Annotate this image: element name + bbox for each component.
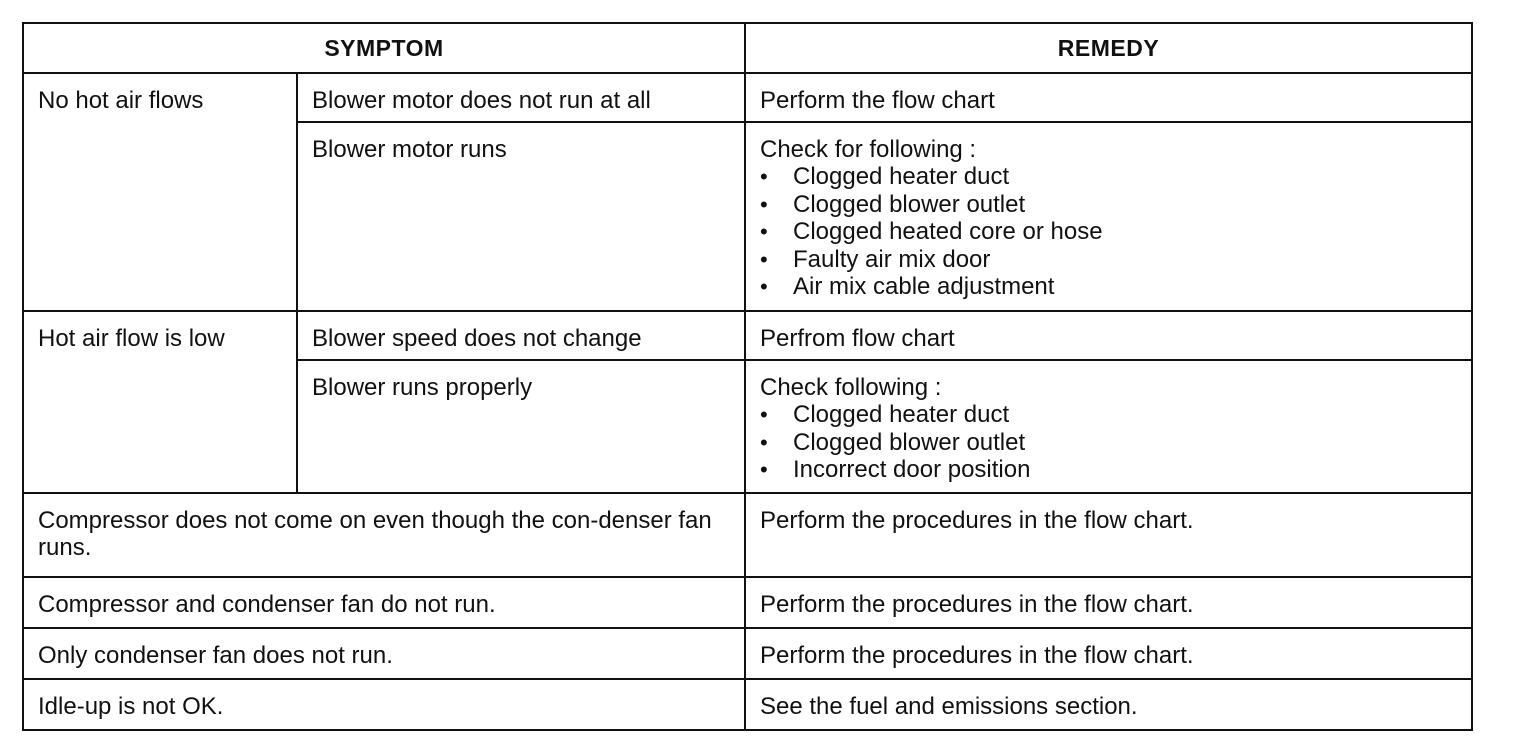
list-item: • Clogged heated core or hose <box>760 218 1103 245</box>
list-item: • Clogged blower outlet <box>760 428 1026 456</box>
list-item: • Clogged heater duct <box>760 401 1010 428</box>
remedy-cell: Perfrom flow chart <box>745 311 1472 360</box>
bullet-icon: • <box>760 164 768 189</box>
bullet-icon: • <box>760 429 768 455</box>
condition-cell: Blower runs properly <box>297 360 745 493</box>
remedy-checklist <box>760 163 1457 301</box>
remedy-cell: See the fuel and emissions section. <box>745 679 1472 730</box>
header-row <box>23 23 1472 73</box>
symptom-cell: No hot air flows <box>23 73 297 311</box>
symptom-cell: Idle-up is not OK. <box>23 679 745 730</box>
table-row <box>23 311 1472 360</box>
bullet-icon: • <box>760 246 768 272</box>
remedy-cell: Perform the procedures in the flow chart. <box>745 577 1472 628</box>
list-item: • Air mix cable adjustment <box>760 273 1055 300</box>
remedy-cell <box>745 360 1472 493</box>
remedy-header: REMEDY <box>745 23 1472 73</box>
condition-cell: Blower motor runs <box>297 122 745 311</box>
symptom-cell: Compressor does not come on even though the con-denser fan runs. <box>23 493 745 577</box>
remedy-cell: Perform the procedures in the flow chart. <box>745 628 1472 679</box>
bullet-icon: • <box>760 274 768 299</box>
symptom-header: SYMPTOM <box>23 23 745 73</box>
symptom-cell: Compressor and condenser fan do not run. <box>23 577 745 628</box>
list-item: • Clogged heater duct <box>760 163 1010 190</box>
condition-cell: Blower speed does not change <box>297 311 745 360</box>
remedy-cell <box>745 122 1472 311</box>
symptom-cell: Only condenser fan does not run. <box>23 628 745 679</box>
bullet-icon: • <box>760 457 768 482</box>
list-item: • Faulty air mix door <box>760 245 991 273</box>
table-row <box>23 493 1472 577</box>
list-item: • Incorrect door position <box>760 456 1031 483</box>
symptom-remedy-table <box>22 22 1473 731</box>
remedy-intro: Check following : <box>760 374 942 401</box>
list-item: • Clogged blower outlet <box>760 190 1026 218</box>
bullet-icon: • <box>760 402 768 427</box>
remedy-checklist <box>760 401 1457 484</box>
symptom-cell: Hot air flow is low <box>23 311 297 493</box>
remedy-intro: Check for following : <box>760 136 977 163</box>
table-row <box>23 628 1472 679</box>
table-row <box>23 577 1472 628</box>
bullet-icon: • <box>760 191 768 217</box>
table-row <box>23 679 1472 730</box>
remedy-cell: Perform the flow chart <box>745 73 1472 122</box>
bullet-icon: • <box>760 219 768 244</box>
table-row <box>23 73 1472 122</box>
condition-cell: Blower motor does not run at all <box>297 73 745 122</box>
remedy-cell: Perform the procedures in the flow chart. <box>745 493 1472 577</box>
